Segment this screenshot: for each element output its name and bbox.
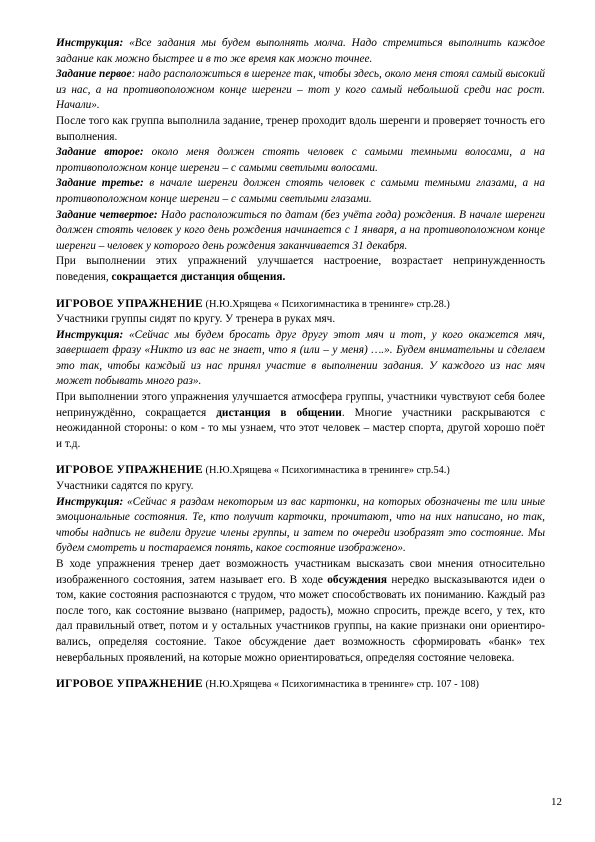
exercise-3-body-rest: нередко высказываются идеи о том, какие состояния распознаются с трудом, что может способствовать их пониманию. Каждый раз после того, как состояние вызвано (например, радость), можно спросить, прежде всего, у тех, кто дал правильный ответ, потом и у остальных участников группы, на какие признаки они ориентиро-вались, определяя состояние. Такое обсуждение дает возможность сформировать «банк» тех невербальных проявлений, на которые можно ориентироваться, определяя состояние человека.: [56, 573, 546, 664]
exercise-3-title: ИГРОВОЕ УПРАЖНЕНИЕ: [56, 464, 203, 477]
task-2-label: Задание второе:: [56, 146, 144, 159]
exercise-4-title: ИГРОВОЕ УПРАЖНЕНИЕ: [56, 678, 203, 691]
task-3-label: Задание третье:: [56, 177, 144, 190]
result-1-bold: сокращается дистанция общения.: [111, 270, 286, 283]
exercise-2-instruction-text: «Сейчас мы будем бросать друг другу этот мяч и тот, у кого окажется мяч, завершает фразу «Никто из вас не знает, что я (или – у меня) ….». Будем внимательны и сделаем это так, чтобы каждый из нас принял участие в выполнении задания. У каждого из нас мяч может побывать много раз».: [56, 328, 545, 388]
exercise-3-heading: [56, 463, 545, 479]
task-3-paragraph: [56, 176, 545, 207]
task-2-text: около меня должен стоять человек с самыми темными волосами, а на противоположном конце шеренги – с самыми светлыми волосами.: [56, 146, 545, 174]
exercise-2-instruction-label: Инструкция:: [56, 328, 124, 341]
exercise-2-result: [56, 390, 545, 452]
task-1-paragraph: [56, 67, 545, 114]
instruction-label: Инструкция:: [56, 37, 124, 49]
exercise-3-body: [56, 557, 545, 666]
check-paragraph: После того как группа выполнила задание, тренер проходит вдоль шеренги и проверяет точность его выполнения.: [56, 114, 545, 143]
exercise-2-source: (Н.Ю.Хрящева « Психогимнастика в тренинге» стр.28.): [202, 298, 450, 310]
document-page: [56, 36, 545, 693]
exercise-2-title: ИГРОВОЕ УПРАЖНЕНИЕ: [56, 297, 203, 310]
exercise-2-instruction: [56, 328, 545, 390]
exercise-3-body-text: В ходе упражнения тренер дает возможность участникам высказать свои мнения относительно изображенного состояния, затем называет его. В ходе: [56, 558, 545, 586]
task-1-label: Задание первое: [56, 68, 132, 81]
exercise-2-result-bold: дистанция в общении: [216, 406, 342, 419]
task-4-text: Надо расположиться по датам (без учёта года) рождения. В начале шеренги должен стоять человек у кого день рождения начинается с 1 января, а на противоположном конце шеренги – человек у которого день рождения заканчивается 31 декабря.: [56, 208, 545, 252]
exercise-3-instruction-text: «Сейчас я раздам некоторым из вас картонки, на которых обозначены те или иные эмоциональные состояния. Те, кто получит карточки, прочитают, что на них написано, но так, чтобы надпись не видели другие члены группы, и затем по очереди изобразят это состояние. Мы будем смотреть и постараемся понять, какое состояние изображено».: [56, 495, 545, 555]
exercise-3-source: (Н.Ю.Хрящева « Психогимнастика в тренинге» стр.54.): [202, 465, 450, 477]
exercise-3-instruction: [56, 495, 545, 557]
page-number: 12: [551, 796, 562, 808]
exercise-3-instruction-label: Инструкция:: [56, 495, 124, 508]
exercise-4-heading: [56, 677, 545, 693]
task-2-paragraph: [56, 145, 545, 176]
task-1-text: : надо расположиться в шеренге так, чтобы здесь, около меня стоял самый высокий из нас, а на противоположном конце шеренги – тот у кого самый небольшой среди нас рост. Начали».: [56, 68, 545, 112]
task-4-paragraph: [56, 208, 545, 255]
task-4-label: Задание четвертое:: [56, 208, 158, 221]
exercise-2-heading: [56, 297, 545, 313]
exercise-3-body-bold: обсуждения: [327, 573, 387, 586]
instruction-paragraph: [56, 36, 545, 67]
exercise-2-result-rest: . Многие участники раскрываются с неожиданной стороны: о ком - то мы узнаем, что этот человек – мастер спорта, другой хорошо поёт и т.д.: [56, 406, 546, 450]
instruction-text: «Все задания мы будем выполнять молча. Надо стремиться выполнить каждое задание как можно быстрее и в то же время как можно точнее.: [56, 37, 545, 65]
exercise-4-source: (Н.Ю.Хрящева « Психогимнастика в тренинге» стр. 107 - 108): [202, 679, 479, 691]
exercise-2-result-text: При выполнении этого упражнения улучшается атмосфера группы, участники чувствуют себя более непринуждённо, сокращается: [56, 391, 545, 419]
result-1-text: При выполнении этих упражнений улучшается настроение, возрастает непринужденность поведения,: [56, 255, 545, 283]
exercise-3-intro: Участники садятся по кругу.: [56, 480, 194, 493]
exercise-2-intro: Участники группы сидят по кругу. У тренера в руках мяч.: [56, 313, 336, 326]
result-paragraph-1: [56, 254, 545, 285]
task-3-text: в начале шеренги должен стоять человек с самыми темными глазами, а на противоположном конце шеренги – с самыми светлыми глазами.: [56, 177, 545, 205]
